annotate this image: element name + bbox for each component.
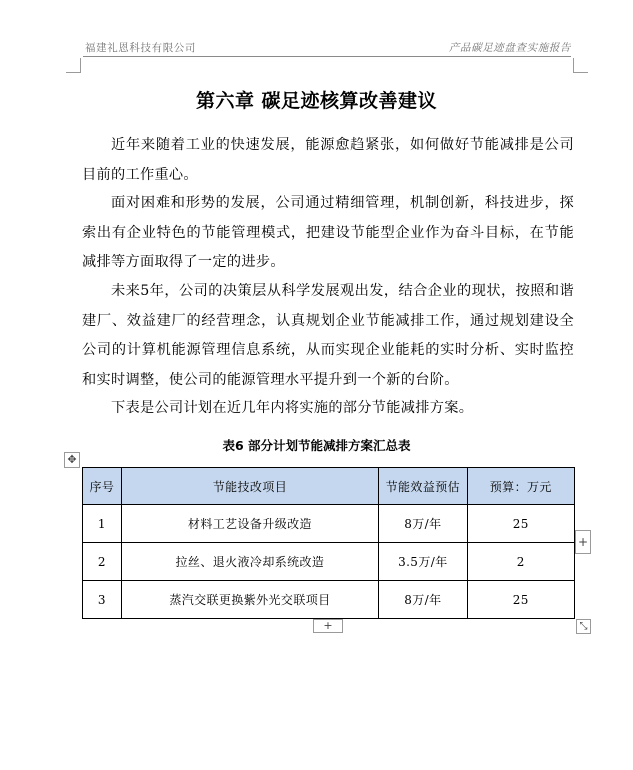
cell-no: 2: [83, 543, 122, 581]
column-header-benefit: 节能效益预估: [379, 468, 468, 505]
move-icon: ✥: [67, 453, 77, 466]
column-header-budget: 预算：万元: [467, 468, 574, 505]
resize-icon: ⤡: [579, 621, 588, 632]
column-header-project: 节能技改项目: [121, 468, 378, 505]
body-paragraph-2: 面对困难和形势的发展，公司通过精细管理，机制创新，科技进步，探索出有企业特色的节能管理模式，把建设节能型企业作为奋斗目标，在节能减排等方面取得了一定的进步。: [82, 195, 574, 270]
body-paragraph-4: 下表是公司计划在近几年内将实施的部分节能减排方案。: [111, 400, 474, 416]
cell-benefit: 8万/年: [379, 505, 468, 543]
table-row: [83, 505, 575, 543]
table-move-handle[interactable]: [64, 452, 80, 468]
page-header-left: 福建礼恩科技有限公司: [85, 42, 196, 54]
cell-project: 材料工艺设备升级改造: [121, 505, 378, 543]
plus-icon: +: [323, 619, 333, 632]
table-caption: 表6 部分计划节能减排方案汇总表: [222, 438, 411, 453]
cell-project: 拉丝、退火液冷却系统改造: [121, 543, 378, 581]
cell-budget: 2: [467, 543, 574, 581]
page-header-right: 产品碳足迹盘查实施报告: [448, 42, 571, 54]
column-header-no: 序号: [83, 468, 122, 505]
body-paragraph-3: 未来5年，公司的决策层从科学发展观出发，结合企业的现状，按照和谐建厂、效益建厂的经营理念，认真规划企业节能减排工作，通过规划建设全公司的计算机能源管理信息系统，从而实现企业能耗的实时分析、实时监控和实时调整，使公司的能源管理水平提升到一个新的台阶。: [82, 283, 574, 388]
table-resize-handle[interactable]: [576, 619, 591, 634]
cell-benefit: 3.5万/年: [379, 543, 468, 581]
plus-icon: +: [577, 535, 589, 549]
cell-benefit: 8万/年: [379, 581, 468, 619]
table-header-row: [83, 468, 575, 505]
energy-saving-table: [82, 467, 575, 619]
cell-no: 3: [83, 581, 122, 619]
cell-project: 蒸汽交联更换紫外光交联项目: [121, 581, 378, 619]
margin-corner-mark-right: [573, 58, 588, 73]
table-row: [83, 581, 575, 619]
add-column-button[interactable]: [575, 530, 591, 554]
add-row-button[interactable]: [313, 619, 343, 633]
chapter-title: 第六章 碳足迹核算改善建议: [195, 90, 438, 112]
cell-budget: 25: [467, 505, 574, 543]
margin-corner-mark-left: [66, 58, 81, 73]
cell-no: 1: [83, 505, 122, 543]
body-paragraph-1: 近年来随着工业的快速发展，能源愈趋紧张，如何做好节能减排是公司目前的工作重心。: [82, 137, 574, 183]
table-row: [83, 543, 575, 581]
header-rule: [83, 56, 571, 57]
cell-budget: 25: [467, 581, 574, 619]
